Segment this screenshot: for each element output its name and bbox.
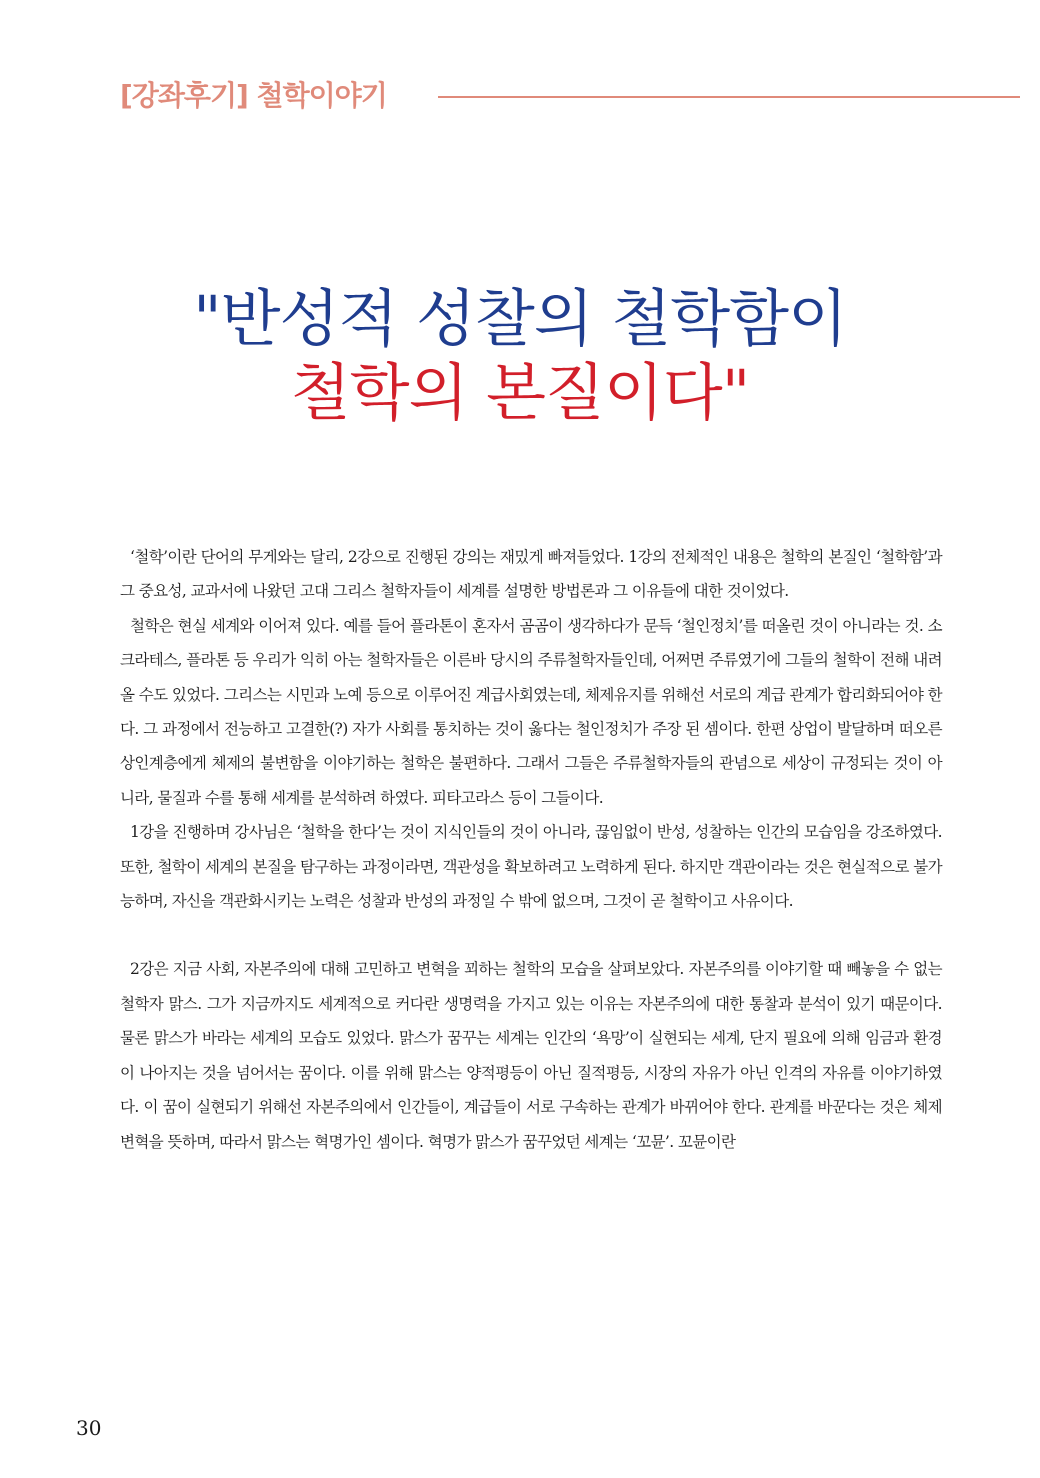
header-divider — [438, 96, 1020, 98]
title-line-1: "반성적 성찰의 철학함이 — [193, 281, 847, 355]
page-number: 30 — [76, 1416, 102, 1440]
article-title — [0, 282, 1040, 430]
paragraph-spacer — [120, 918, 942, 952]
body-paragraph: 2강은 지금 사회, 자본주의에 대해 고민하고 변혁을 꾀하는 철학의 모습을 살펴보았다. 자본주의를 이야기할 때 빼놓을 수 없는 철학자 맑스. 그가 지금까지도 세계적으로 커다란 생명력을 가지고 있는 이유는 자본주의에 대한 통찰과 분석이 있기 때문이다. 물론 맑스가 바라는 세계의 모습도 있었다. 맑스가 꿈꾸는 세계는 인간의 ‘욕망’이 실현되는 세계, 단지 필요에 의해 임금과 환경이 나아지는 것을 넘어서는 꿈이다. 이를 위해 맑스는 양적평등이 아닌 질적평등, 시장의 자유가 아닌 인격의 자유를 이야기하였다. 이 꿈이 실현되기 위해선 자본주의에서 인간들이, 계급들이 서로 구속하는 관계가 바뀌어야 한다. 관계를 바꾼다는 것은 체제 변혁을 뜻하며, 따라서 맑스는 혁명가인 셈이다. 혁명가 맑스가 꿈꾸었던 세계는 ‘꼬뮨’. 꼬뮨이란 — [120, 960, 942, 1151]
article-body — [120, 540, 942, 1159]
page-header — [120, 74, 1020, 118]
section-label: [강좌후기] 철학이야기 — [120, 79, 387, 112]
body-paragraph: ‘철학’이란 단어의 무게와는 달리, 2강으로 진행된 강의는 재밌게 빠져들었다. 1강의 전체적인 내용은 철학의 본질인 ‘철학함’과 그 중요성, 교과서에 나왔던 고대 그리스 철학자들이 세계를 설명한 방법론과 그 이유들에 대한 것이었다. — [120, 548, 942, 601]
body-paragraph: 철학은 현실 세계와 이어져 있다. 예를 들어 플라톤이 혼자서 곰곰이 생각하다가 문득 ‘철인정치’를 떠올린 것이 아니라는 것. 소크라테스, 플라톤 등 우리가 익히 아는 철학자들은 이른바 당시의 주류철학자들인데, 어쩌면 주류였기에 그들의 철학이 전해 내려올 수도 있었다. 그리스는 시민과 노예 등으로 이루어진 계급사회였는데, 체제유지를 위해선 서로의 계급 관계가 합리화되어야 한다. 그 과정에서 전능하고 고결한(?) 자가 사회를 통치하는 것이 옳다는 철인정치가 주장 된 셈이다. 한편 상업이 발달하며 떠오른 상인계층에게 체제의 불변함을 이야기하는 철학은 불편하다. 그래서 그들은 주류철학자들의 관념으로 세상이 규정되는 것이 아니라, 물질과 수를 통해 세계를 분석하려 하였다. 피타고라스 등이 그들이다. — [120, 616, 942, 807]
body-paragraph: 1강을 진행하며 강사님은 ‘철학을 한다’는 것이 지식인들의 것이 아니라, 끊임없이 반성, 성찰하는 인간의 모습임을 강조하였다. 또한, 철학이 세계의 본질을 탐구하는 과정이라면, 객관성을 확보하려고 노력하게 된다. 하지만 객관이라는 것은 현실적으로 불가능하며, 자신을 객관화시키는 노력은 성찰과 반성의 과정일 수 밖에 없으며, 그것이 곧 철학이고 사유이다. — [120, 823, 942, 911]
title-line-2: 철학의 본질이다" — [290, 355, 750, 429]
